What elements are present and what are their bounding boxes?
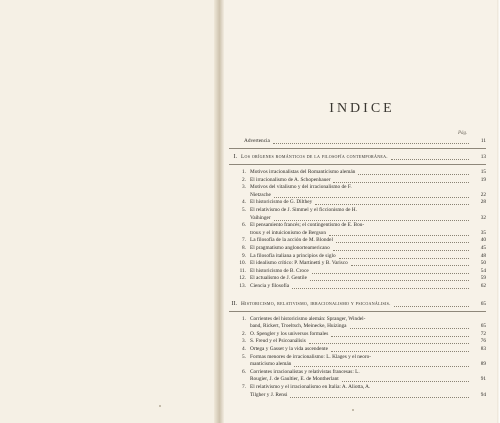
entry-title: band, Rickert, Troeltsch, Meinecke, Huizinga bbox=[250, 323, 347, 330]
entry-title: Corrientes irracionalistas y relativistas francesas: L. bbox=[250, 368, 360, 375]
entry-page: 62 bbox=[480, 283, 486, 289]
entry-number: 1. bbox=[242, 315, 246, 322]
entry-number: 7. bbox=[242, 384, 246, 390]
entry-title: Rougier, J. de Gaultier, E. de Montherlant bbox=[250, 376, 339, 383]
entry-page: 15 bbox=[480, 169, 486, 175]
leader-dots bbox=[391, 159, 469, 160]
toc-section-heading bbox=[229, 154, 486, 163]
entry-title: O. Spengler y los universos formales bbox=[250, 330, 329, 337]
entry-number: 11. bbox=[239, 267, 246, 274]
entry-page: 35 bbox=[480, 229, 486, 236]
entry-page: 22 bbox=[480, 191, 486, 198]
entry-page: 83 bbox=[480, 346, 486, 352]
leader-dots bbox=[333, 250, 469, 251]
leader-dots bbox=[394, 306, 469, 307]
entry-title: El historicismo de G. Dilthey bbox=[250, 199, 313, 206]
leader-dots bbox=[358, 174, 469, 175]
leader-dots bbox=[333, 182, 469, 183]
entry-number: 8. bbox=[242, 245, 246, 251]
leader-dots bbox=[290, 397, 469, 398]
separator-line bbox=[229, 311, 486, 312]
page-title: INDICE bbox=[329, 101, 395, 116]
entry-title: El irracionalismo de A. Schopenhauer bbox=[250, 176, 331, 183]
entry-number: 7. bbox=[242, 237, 246, 244]
entry-title: S. Freud y el Psicoanálisis bbox=[250, 338, 306, 345]
entry-title: Nietzsche bbox=[250, 191, 271, 198]
entry-page: 28 bbox=[480, 199, 486, 206]
toc-section-heading bbox=[229, 301, 486, 310]
leader-dots bbox=[342, 381, 469, 382]
entry-page: 54 bbox=[480, 267, 486, 274]
leader-dots bbox=[351, 265, 469, 266]
separator-line bbox=[229, 164, 486, 165]
leader-dots bbox=[350, 328, 470, 329]
entry-title: La filosofía de la acción de M. Blondel bbox=[250, 237, 333, 244]
entry-number: 4. bbox=[242, 199, 246, 206]
entry-title: Ortega y Gasset y la vida ascendente bbox=[250, 346, 328, 352]
entry-number: 5. bbox=[242, 353, 246, 360]
leader-dots bbox=[312, 273, 469, 274]
entry-number: 13. bbox=[239, 283, 246, 289]
entry-title: Vaihinger bbox=[250, 214, 271, 221]
entry-number: 2. bbox=[242, 330, 246, 337]
entry-number: 3. bbox=[242, 184, 246, 191]
entry-title: El pragmatismo anglonorteamericano bbox=[250, 245, 330, 251]
entry-number: 4. bbox=[242, 346, 246, 352]
entry-number: 6. bbox=[242, 368, 246, 375]
entry-number: 2. bbox=[242, 176, 246, 183]
entry-title: El pensamiento francés; el contingentismo de E. Bou- bbox=[250, 222, 365, 229]
toc-entry bbox=[235, 283, 486, 292]
entry-title: El historicismo de B. Croce bbox=[250, 267, 309, 274]
entry-title: El actualismo de J. Gentile bbox=[250, 275, 307, 282]
entry-page: 48 bbox=[480, 252, 486, 259]
leader-dots bbox=[273, 143, 469, 144]
entry-number: 6. bbox=[242, 222, 246, 229]
entry-title: manticismo alemán bbox=[250, 361, 292, 368]
separator-line bbox=[229, 148, 486, 149]
entry-title: La filosofía italiana a principios de siglo bbox=[250, 252, 336, 259]
entry-title: El relativismo y el irracionalismo en Italia: A. Aliotta, A. bbox=[250, 384, 371, 390]
entry-title: Historicismo, relativismo, irracionalismo y psicoanálisis. bbox=[241, 300, 391, 307]
entry-page: 94 bbox=[480, 391, 486, 398]
leader-dots bbox=[294, 366, 469, 367]
leader-dots bbox=[274, 197, 469, 198]
leader-dots bbox=[331, 351, 469, 352]
entry-page: 72 bbox=[480, 330, 486, 337]
leader-dots bbox=[315, 204, 469, 205]
paper-speck bbox=[352, 409, 354, 411]
entry-number: 10. bbox=[239, 260, 246, 267]
entry-title: Corrientes del historicismo alemán: Spranger, Windel- bbox=[250, 315, 366, 322]
entry-title: Advertencia bbox=[244, 138, 270, 144]
entry-page: 65 bbox=[480, 323, 486, 330]
leader-dots bbox=[331, 336, 469, 337]
leader-dots bbox=[292, 288, 469, 289]
entry-page: 45 bbox=[480, 245, 486, 251]
toc-entry-advertencia bbox=[229, 138, 486, 147]
entry-title: El idealismo crítico: P. Martinetti y B. Varisco bbox=[250, 260, 348, 267]
entry-page: 11 bbox=[480, 138, 486, 144]
entry-title: troux y el intuicionismo de Bergson bbox=[250, 229, 326, 236]
leader-dots bbox=[309, 343, 469, 344]
entry-number: I. bbox=[233, 154, 237, 160]
paper-speck bbox=[159, 405, 161, 407]
entry-title: Ciencia y filosofía bbox=[250, 283, 290, 289]
leader-dots bbox=[336, 242, 469, 243]
entry-number: 12. bbox=[239, 275, 246, 282]
entry-title: Tilgher y J. Rensi bbox=[250, 391, 288, 398]
leader-dots bbox=[329, 235, 469, 236]
entry-title: Motivos del vitalismo y del irracionalismo de F. bbox=[250, 184, 352, 191]
leader-dots bbox=[339, 258, 469, 259]
toc-entry bbox=[235, 392, 486, 401]
entry-page: 32 bbox=[480, 214, 486, 221]
entry-page: 50 bbox=[480, 260, 486, 267]
entry-number: 9. bbox=[242, 252, 246, 259]
entry-page: 13 bbox=[480, 154, 486, 160]
page-column-label: Pág. bbox=[458, 131, 468, 136]
leader-dots bbox=[274, 220, 469, 221]
entry-title: Formas menores de irracionalismo: L. Klages y el neoro- bbox=[250, 353, 372, 360]
entry-number: 1. bbox=[242, 169, 246, 175]
entry-page: 76 bbox=[480, 338, 486, 345]
entry-title: Motivos irracionalistas del Romanticismo alemán bbox=[250, 169, 356, 175]
entry-number: II. bbox=[231, 300, 237, 307]
entry-page: 89 bbox=[480, 361, 486, 368]
leader-dots bbox=[310, 280, 469, 281]
entry-page: 65 bbox=[480, 300, 486, 307]
entry-page: 19 bbox=[480, 176, 486, 183]
entry-page: 59 bbox=[480, 275, 486, 282]
entry-title: Los orígenes románticos de la filosofía contemporánea. bbox=[241, 154, 388, 160]
book-gutter bbox=[214, 0, 224, 423]
entry-page: 91 bbox=[480, 376, 486, 383]
entry-page: 40 bbox=[480, 237, 486, 244]
blank-left-page bbox=[0, 0, 218, 423]
entry-number: 3. bbox=[242, 338, 246, 345]
entry-number: 5. bbox=[242, 207, 246, 213]
entry-title: El relativismo de J. Simmel y el ficcionismo de H. bbox=[250, 207, 357, 213]
